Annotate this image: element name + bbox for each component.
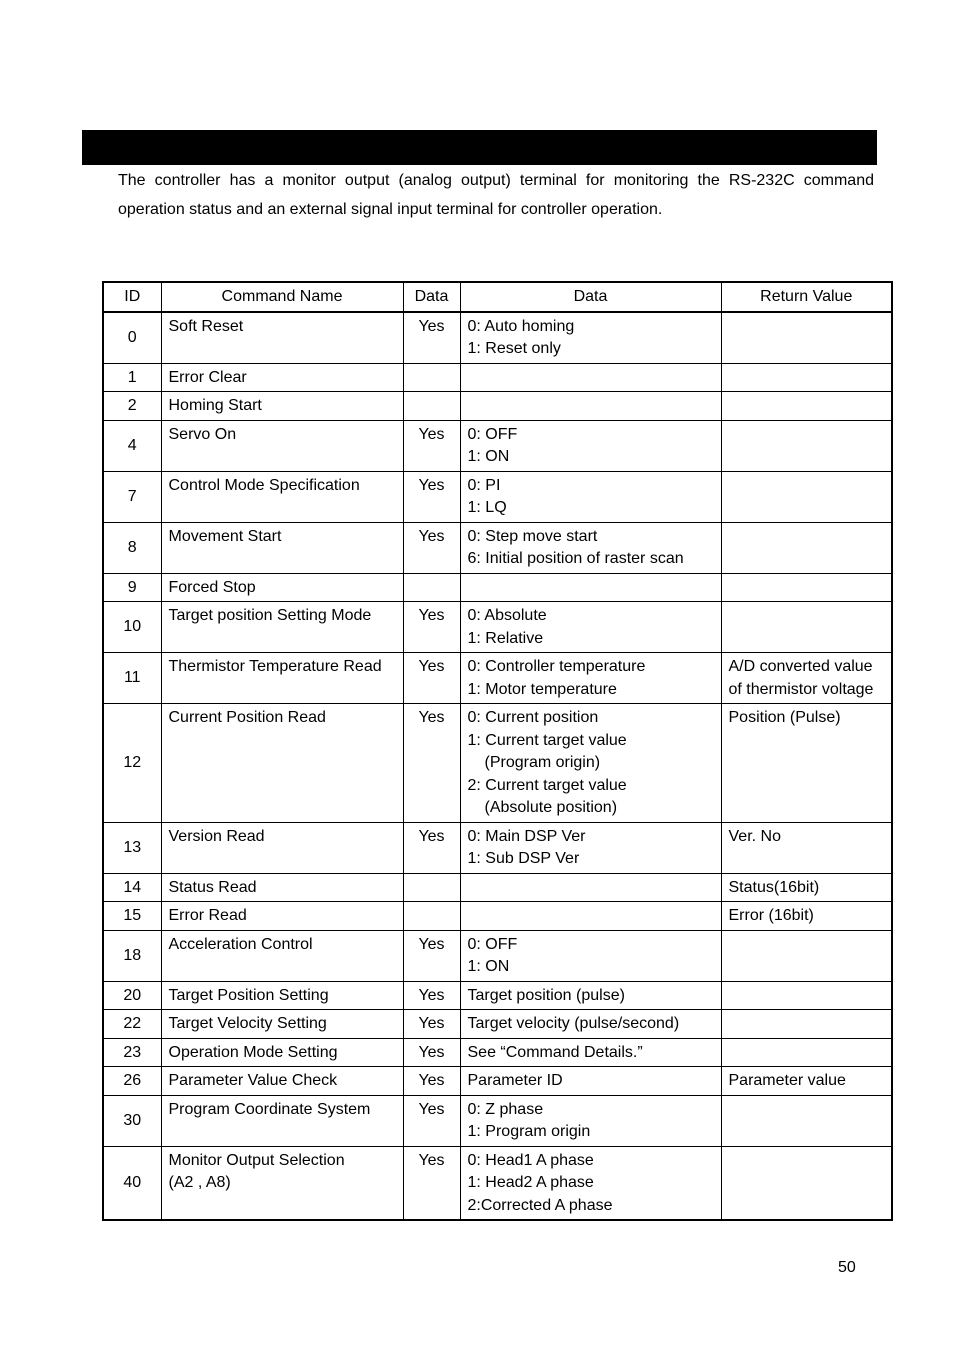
cell-data-flag: Yes <box>403 930 460 981</box>
cell-data <box>460 573 721 602</box>
cell-data-line: 0: OFF <box>467 935 518 953</box>
table-row <box>103 312 892 364</box>
cell-return-value <box>721 522 892 573</box>
header-id: ID <box>103 282 161 312</box>
cell-data-line: 1: Program origin <box>467 1123 591 1140</box>
cell-command-name-line: Version Read <box>168 827 265 845</box>
table-row <box>103 420 892 471</box>
cell-command-name <box>161 363 403 392</box>
cell-return-value-line: Error (16bit) <box>728 907 814 924</box>
cell-command-name <box>161 653 403 704</box>
cell-data-line: 1: Sub DSP Ver <box>467 850 580 867</box>
cell-return-value <box>721 1010 892 1039</box>
cell-command-name-line: Monitor Output Selection <box>168 1151 345 1169</box>
cell-data <box>460 902 721 931</box>
cell-data-line: 1: Reset only <box>467 340 561 357</box>
cell-data-flag: Yes <box>403 420 460 471</box>
cell-data-line: 0: Main DSP Ver <box>467 827 586 845</box>
table-body <box>103 312 892 1221</box>
cell-data-line: 0: Z phase <box>467 1100 544 1118</box>
cell-return-value <box>721 602 892 653</box>
cell-data-line: (Absolute position) <box>484 799 618 816</box>
cell-data-line: 1: Current target value <box>467 731 627 749</box>
cell-return-value <box>721 704 892 823</box>
cell-id: 18 <box>103 930 161 981</box>
cell-command-name-line: Forced Stop <box>168 578 256 596</box>
cell-command-name <box>161 873 403 902</box>
cell-command-name <box>161 573 403 602</box>
cell-command-name <box>161 1067 403 1096</box>
table-row <box>103 602 892 653</box>
cell-data <box>460 873 721 902</box>
cell-data <box>460 1095 721 1146</box>
cell-id: 13 <box>103 822 161 873</box>
cell-data <box>460 602 721 653</box>
cell-data-flag <box>403 873 460 902</box>
cell-command-name-line: (A2 , A8) <box>168 1174 231 1191</box>
section-header-bar <box>82 130 877 165</box>
cell-command-name-line: Soft Reset <box>168 317 244 335</box>
cell-data <box>460 392 721 421</box>
cell-data <box>460 1010 721 1039</box>
table-row <box>103 704 892 823</box>
table-header-row <box>103 282 892 312</box>
header-return-value: Return Value <box>721 282 892 312</box>
cell-data <box>460 1067 721 1096</box>
cell-command-name-line: Movement Start <box>168 527 282 545</box>
cell-command-name-line: Servo On <box>168 425 237 443</box>
cell-data-flag: Yes <box>403 1038 460 1067</box>
cell-command-name-line: Error Read <box>168 907 247 924</box>
cell-return-value <box>721 471 892 522</box>
table-row <box>103 873 892 902</box>
cell-data-line: 0: Current position <box>467 709 599 726</box>
cell-command-name <box>161 312 403 364</box>
cell-data-flag: Yes <box>403 312 460 364</box>
header-data: Data <box>460 282 721 312</box>
cell-data <box>460 981 721 1010</box>
cell-command-name-line: Control Mode Specification <box>168 476 360 494</box>
cell-return-value <box>721 981 892 1010</box>
cell-data <box>460 363 721 392</box>
table-row <box>103 1038 892 1067</box>
cell-command-name-line: Status Read <box>168 878 257 896</box>
cell-return-value <box>721 573 892 602</box>
cell-return-value-line: of thermistor voltage <box>728 680 874 698</box>
cell-return-value <box>721 363 892 392</box>
table-row <box>103 902 892 931</box>
table-row <box>103 1067 892 1096</box>
cell-data-line: 0: Absolute <box>467 607 547 624</box>
table-row <box>103 363 892 392</box>
cell-command-name-line: Parameter Value Check <box>168 1072 338 1089</box>
cell-id: 9 <box>103 573 161 602</box>
cell-data-line: 0: Step move start <box>467 527 598 545</box>
cell-data <box>460 822 721 873</box>
cell-data-line: 2:Corrected A phase <box>467 1196 613 1214</box>
cell-data-flag: Yes <box>403 1146 460 1220</box>
cell-data-line: 0: Auto homing <box>467 317 575 335</box>
cell-return-value-line: A/D converted value <box>728 658 873 675</box>
cell-command-name <box>161 704 403 823</box>
header-data-flag: Data <box>403 282 460 312</box>
cell-command-name-line: Program Coordinate System <box>168 1100 371 1118</box>
table-row <box>103 1146 892 1220</box>
cell-command-name <box>161 1146 403 1220</box>
intro-paragraph: The controller has a monitor output (analog output) terminal for monitoring the RS-232C command operation status and an external signal input terminal for controller operation. <box>118 172 874 218</box>
cell-data-line: 6: Initial position of raster scan <box>467 550 684 567</box>
cell-data <box>460 312 721 364</box>
cell-return-value-line: Position (Pulse) <box>728 709 841 726</box>
cell-data-flag: Yes <box>403 471 460 522</box>
cell-command-name-line: Acceleration Control <box>168 935 313 953</box>
cell-id: 1 <box>103 363 161 392</box>
cell-command-name-line: Operation Mode Setting <box>168 1043 338 1061</box>
cell-command-name <box>161 902 403 931</box>
cell-return-value <box>721 930 892 981</box>
cell-command-name-line: Target Position Setting <box>168 986 329 1004</box>
cell-command-name <box>161 1095 403 1146</box>
cell-id: 10 <box>103 602 161 653</box>
cell-command-name <box>161 930 403 981</box>
cell-data-line: 1: Head2 A phase <box>467 1174 594 1191</box>
table-row <box>103 522 892 573</box>
cell-command-name <box>161 1010 403 1039</box>
cell-return-value <box>721 822 892 873</box>
cell-id: 8 <box>103 522 161 573</box>
table-row <box>103 1010 892 1039</box>
cell-data-flag: Yes <box>403 822 460 873</box>
cell-data <box>460 522 721 573</box>
cell-command-name <box>161 420 403 471</box>
table-row <box>103 471 892 522</box>
command-table <box>102 281 893 1221</box>
cell-data-line: 0: Controller temperature <box>467 658 646 675</box>
cell-return-value <box>721 1067 892 1096</box>
cell-data-line: 2: Current target value <box>467 776 627 794</box>
cell-command-name <box>161 1038 403 1067</box>
cell-data-line: Parameter ID <box>467 1072 563 1089</box>
cell-data-line: 0: OFF <box>467 425 518 443</box>
table-row <box>103 930 892 981</box>
cell-data-flag <box>403 363 460 392</box>
cell-data-line: 0: PI <box>467 476 501 494</box>
cell-return-value <box>721 312 892 364</box>
cell-data <box>460 930 721 981</box>
table-row <box>103 573 892 602</box>
cell-data-flag: Yes <box>403 653 460 704</box>
cell-data-line: Target position (pulse) <box>467 986 625 1004</box>
cell-data-flag: Yes <box>403 602 460 653</box>
cell-return-value <box>721 392 892 421</box>
cell-id: 15 <box>103 902 161 931</box>
cell-command-name-line: Current Position Read <box>168 709 326 726</box>
cell-data-line: (Program origin) <box>484 754 601 771</box>
table-row <box>103 1095 892 1146</box>
cell-id: 4 <box>103 420 161 471</box>
cell-data <box>460 1038 721 1067</box>
cell-command-name <box>161 981 403 1010</box>
cell-data-flag <box>403 902 460 931</box>
table-row <box>103 392 892 421</box>
cell-return-value <box>721 653 892 704</box>
cell-return-value <box>721 420 892 471</box>
cell-command-name <box>161 471 403 522</box>
page-number: 50 <box>838 1259 856 1276</box>
cell-data <box>460 420 721 471</box>
cell-data-flag: Yes <box>403 522 460 573</box>
cell-data-line: 1: Motor temperature <box>467 680 617 698</box>
cell-data-line: 1: ON <box>467 958 510 975</box>
cell-data-line: 1: ON <box>467 448 510 465</box>
cell-command-name-line: Thermistor Temperature Read <box>168 658 382 675</box>
cell-id: 12 <box>103 704 161 823</box>
cell-data-line: See “Command Details.” <box>467 1043 643 1061</box>
cell-data-flag: Yes <box>403 1095 460 1146</box>
cell-id: 30 <box>103 1095 161 1146</box>
cell-data-flag <box>403 392 460 421</box>
cell-data <box>460 471 721 522</box>
table-row <box>103 822 892 873</box>
table-row <box>103 653 892 704</box>
cell-id: 14 <box>103 873 161 902</box>
cell-return-value-line: Status(16bit) <box>728 878 820 896</box>
cell-data-line: 1: Relative <box>467 629 544 647</box>
cell-id: 11 <box>103 653 161 704</box>
cell-data <box>460 1146 721 1220</box>
cell-data-flag <box>403 573 460 602</box>
cell-id: 23 <box>103 1038 161 1067</box>
cell-return-value <box>721 1095 892 1146</box>
cell-data-flag: Yes <box>403 1010 460 1039</box>
cell-command-name-line: Target position Setting Mode <box>168 607 372 624</box>
cell-command-name <box>161 822 403 873</box>
cell-command-name <box>161 392 403 421</box>
header-command-name: Command Name <box>161 282 403 312</box>
cell-id: 22 <box>103 1010 161 1039</box>
cell-return-value <box>721 1038 892 1067</box>
cell-return-value <box>721 1146 892 1220</box>
cell-command-name-line: Target Velocity Setting <box>168 1015 327 1032</box>
cell-id: 0 <box>103 312 161 364</box>
cell-id: 26 <box>103 1067 161 1096</box>
cell-return-value <box>721 902 892 931</box>
cell-command-name-line: Homing Start <box>168 397 262 414</box>
cell-return-value <box>721 873 892 902</box>
cell-id: 7 <box>103 471 161 522</box>
cell-data-flag: Yes <box>403 1067 460 1096</box>
cell-data <box>460 704 721 823</box>
table-row <box>103 981 892 1010</box>
cell-id: 40 <box>103 1146 161 1220</box>
cell-return-value-line: Ver. No <box>728 827 781 845</box>
cell-data-flag: Yes <box>403 704 460 823</box>
cell-return-value-line: Parameter value <box>728 1072 846 1089</box>
cell-id: 2 <box>103 392 161 421</box>
cell-data <box>460 653 721 704</box>
cell-data-line: Target velocity (pulse/second) <box>467 1015 680 1032</box>
cell-data-flag: Yes <box>403 981 460 1010</box>
cell-data-line: 0: Head1 A phase <box>467 1151 594 1169</box>
cell-command-name <box>161 522 403 573</box>
cell-id: 20 <box>103 981 161 1010</box>
cell-command-name <box>161 602 403 653</box>
cell-command-name-line: Error Clear <box>168 368 247 386</box>
cell-data-line: 1: LQ <box>467 499 507 516</box>
